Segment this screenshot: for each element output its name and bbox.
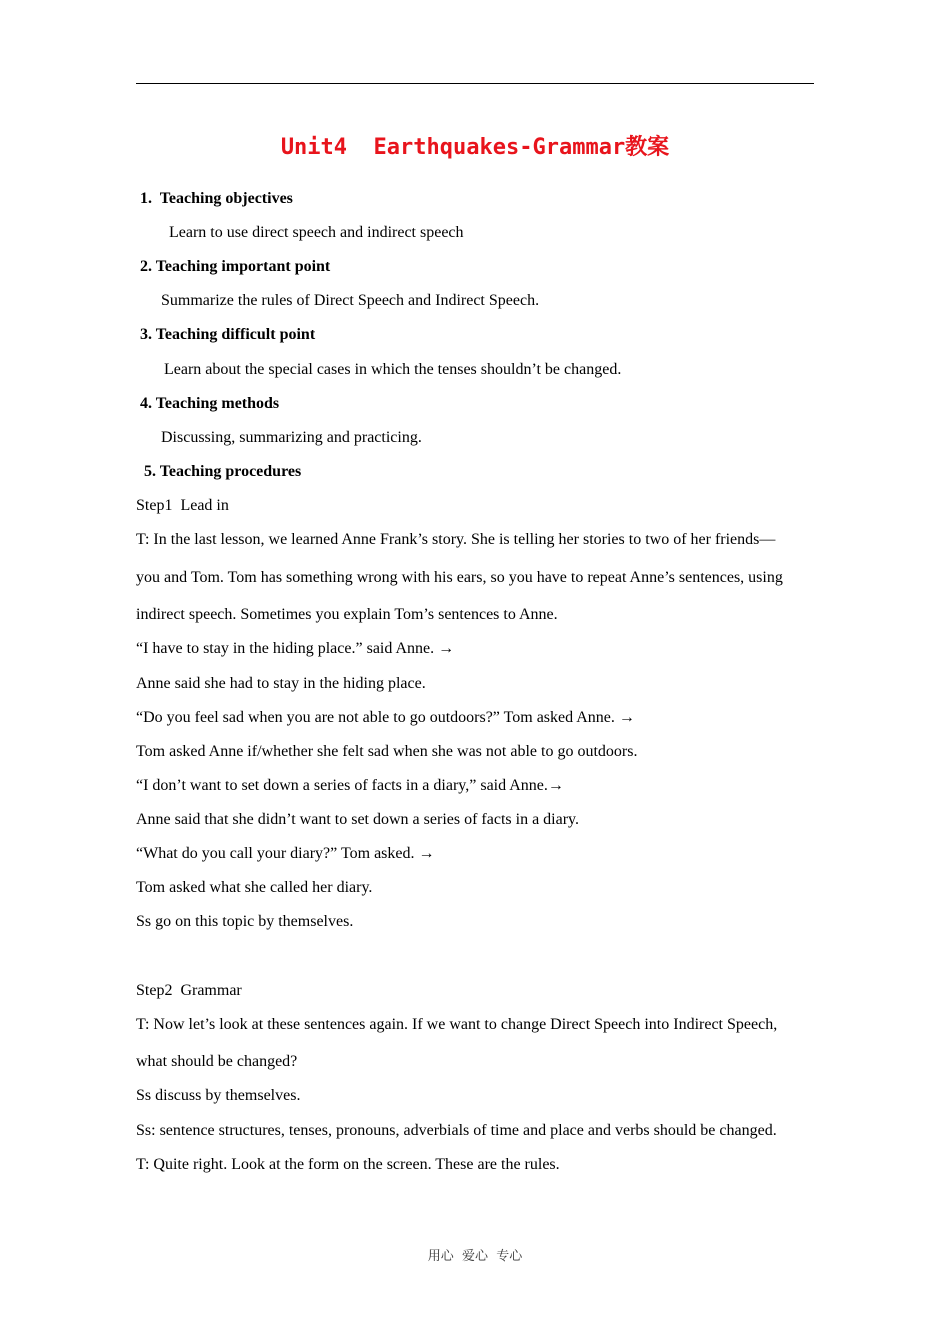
section-4-body: Discussing, summarizing and practicing. [161, 429, 422, 446]
example-indirect-speech: Tom asked what she called her diary. [136, 879, 373, 896]
step1-paragraph-line: indirect speech. Sometimes you explain Tom’s sentences to Anne. [136, 606, 558, 623]
section-5-heading: 5. Teaching procedures [144, 463, 302, 480]
step1-paragraph-line: T: In the last lesson, we learned Anne Frank’s story. She is telling her stories to two of her friends— [136, 531, 776, 548]
section-2-body: Summarize the rules of Direct Speech and Indirect Speech. [161, 292, 540, 309]
section-2-heading: 2. Teaching important point [140, 258, 331, 275]
example-indirect-speech: Tom asked Anne if/whether she felt sad when she was not able to go outdoors. [136, 743, 638, 760]
header-rule [136, 83, 814, 84]
section-3-body: Learn about the special cases in which the tenses shouldn’t be changed. [164, 361, 622, 378]
section-1-body: Learn to use direct speech and indirect speech [169, 224, 464, 241]
example-direct-speech: “What do you call your diary?” Tom asked. → [136, 845, 435, 862]
example-direct-speech: “I don’t want to set down a series of facts in a diary,” said Anne.→ [136, 777, 564, 794]
step1-title: Step1 Lead in [136, 497, 229, 514]
section-3-heading: 3. Teaching difficult point [140, 326, 316, 343]
step2-title: Step2 Grammar [136, 982, 242, 999]
step2-line: Ss: sentence structures, tenses, pronouns, adverbials of time and place and verbs should be changed. [136, 1122, 777, 1139]
step1-closing-line: Ss go on this topic by themselves. [136, 913, 354, 930]
example-indirect-speech: Anne said she had to stay in the hiding place. [136, 675, 426, 692]
step2-line: Ss discuss by themselves. [136, 1087, 301, 1104]
example-indirect-speech: Anne said that she didn’t want to set down a series of facts in a diary. [136, 811, 579, 828]
section-4-heading: 4. Teaching methods [140, 395, 280, 412]
page-footer: 用心 爱心 专心 [427, 1249, 523, 1264]
example-direct-speech: “Do you feel sad when you are not able to go outdoors?” Tom asked Anne. → [136, 709, 635, 726]
step2-paragraph-line: T: Now let’s look at these sentences again. If we want to change Direct Speech into Indirect Speech, [136, 1016, 778, 1033]
step2-paragraph-line: what should be changed? [136, 1053, 298, 1070]
document-title: Unit4 Earthquakes-Grammar教案 [280, 135, 670, 160]
section-1-heading: 1. Teaching objectives [140, 190, 293, 207]
step1-paragraph-line: you and Tom. Tom has something wrong with his ears, so you have to repeat Anne’s sentences, using [136, 569, 783, 586]
example-direct-speech: “I have to stay in the hiding place.” said Anne. → [136, 640, 455, 657]
step2-line: T: Quite right. Look at the form on the screen. These are the rules. [136, 1156, 560, 1173]
